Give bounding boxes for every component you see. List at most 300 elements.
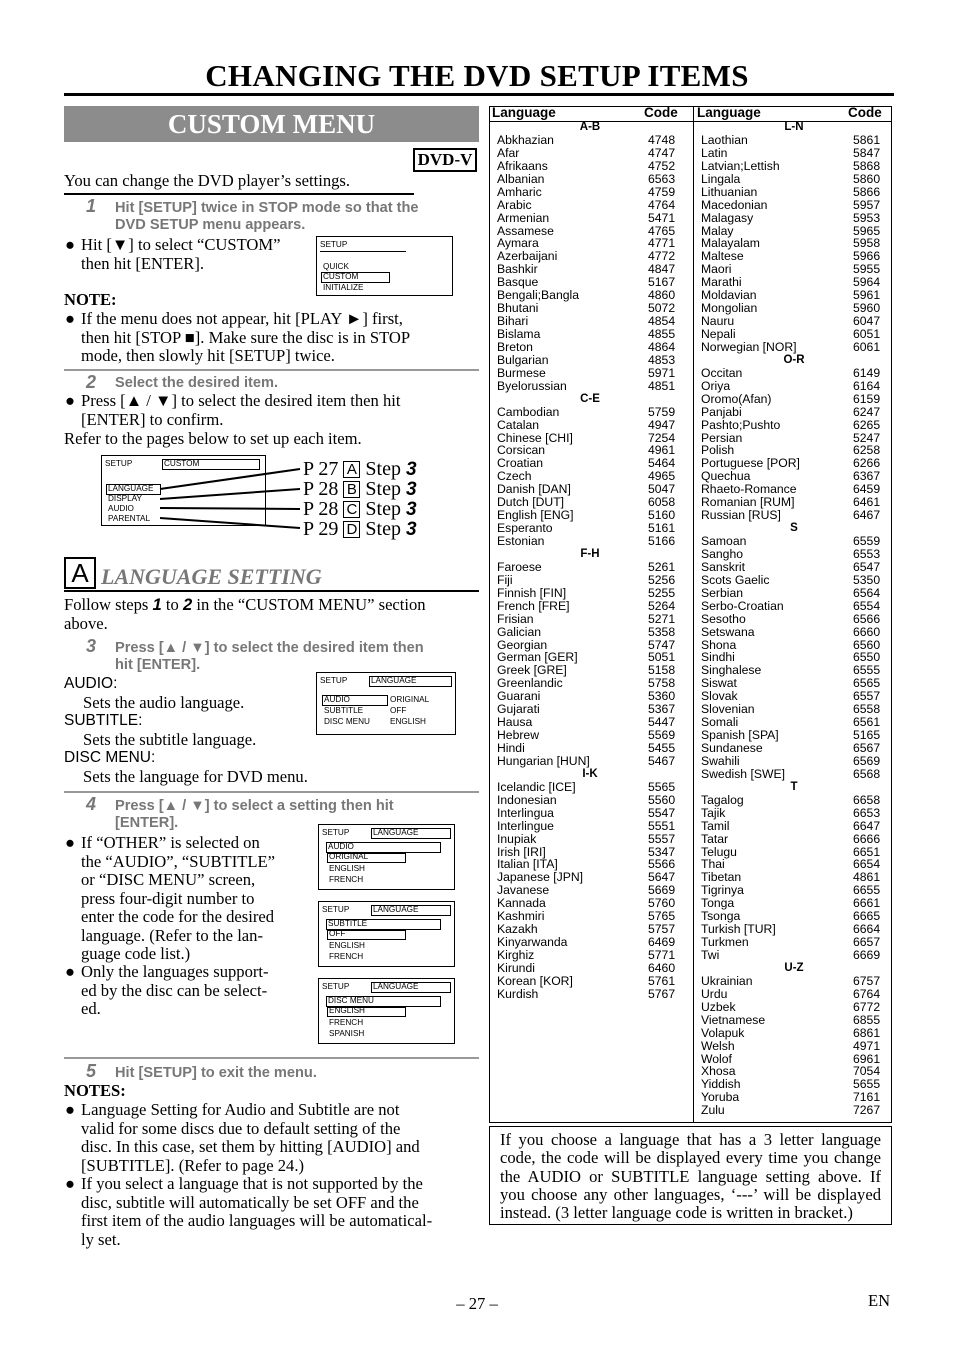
language-name: Laothian [701,132,748,147]
language-name: Sangho [701,546,744,561]
language-code: 5965 [853,223,881,238]
language-code: 5771 [648,948,676,962]
language-name: Romanian [RUM] [701,495,795,510]
language-name: Azerbaijani [497,249,558,264]
language-name: Latvian;Lettish [701,158,780,173]
language-code: 6855 [853,1012,881,1027]
language-code: 5760 [648,896,676,911]
language-code: 4765 [648,223,676,238]
language-name: French [FRE] [497,598,570,613]
language-code: 5166 [648,534,676,548]
language-name: Kazakh [497,922,538,937]
page-ref-a: P 27 A Step 3 [303,458,417,480]
language-name: Aymara [497,236,539,251]
language-code-row [701,600,887,613]
language-code: 6164 [853,378,881,393]
language-name: Sesotho [701,611,746,626]
language-name: Vietnamese [701,1012,766,1027]
language-name: Slovak [701,689,738,704]
language-code-row [497,341,683,354]
language-name: Tajik [701,805,726,820]
language-code: 6467 [853,508,881,523]
language-code: 5868 [853,158,881,173]
language-code: 6563 [648,171,676,186]
language-name: Oriya [701,378,731,393]
language-code-row [497,328,683,341]
language-code: 5765 [648,909,676,924]
language-name: Abkhazian [497,132,554,147]
language-name: Polish [701,443,735,458]
language-code-row [701,833,887,846]
code-note: If you choose a language that has a 3 letter language code, the code will be displayed every time you change the AUDIO or SUBTITLE language setting above. If you choose any other languages, ‘---’ will be displayed instead. (3 letter language code is written in bracket.) [489,1126,892,1225]
intro-rule [64,193,414,195]
language-name: Yiddish [701,1077,741,1092]
language-code-row [701,626,887,639]
language-code-row [497,199,683,212]
language-code: 5566 [648,857,676,872]
language-code: 6564 [853,585,881,600]
arrow-display [160,489,300,499]
language-name: Basque [497,275,539,290]
language-code: 6558 [853,702,881,717]
language-code-row [701,509,887,522]
language-name: Albanian [497,171,545,186]
language-name: Turkmen [701,935,749,950]
language-code: 5161 [648,521,676,536]
language-code-row [497,626,683,639]
language-name: Pashto;Pushto [701,417,781,432]
language-code-row [701,1040,887,1053]
language-name: Malayalam [701,236,760,251]
language-code-row [497,574,683,587]
language-name: Wolof [701,1051,732,1066]
language-name: Spanish [SPA] [701,728,779,743]
language-code-row [497,147,683,160]
language-code: 4971 [853,1038,881,1053]
dvd-v-badge: DVD-V [413,148,477,172]
language-code: 6047 [853,314,881,329]
language-name: German [GER] [497,650,578,665]
language-name: Hebrew [497,728,539,743]
language-code: 6647 [853,818,881,833]
language-code-row [497,988,683,1001]
language-code: 6559 [853,534,881,548]
language-code: 7054 [853,1064,881,1079]
step-1-number: 1 [86,196,97,216]
follow-steps-text: Follow steps 1 to 2 in the “CUSTOM MENU” section above. [64,595,426,633]
language-name: Telugu [701,844,737,859]
page-ref-arrows [150,460,310,530]
language-name: Twi [701,948,720,962]
language-code: 5866 [853,184,881,199]
language-code: 5467 [648,753,676,768]
language-name: Kirghiz [497,948,535,962]
language-code: 5560 [648,792,676,807]
language-code: 5757 [648,922,676,937]
language-code-row [701,1027,887,1040]
language-code: 6669 [853,948,881,962]
language-code-row [497,380,683,393]
language-code-row [701,367,887,380]
language-name: Ukrainian [701,973,753,988]
step-4-text: Press [▲ / ▼] to select a setting then hit [ENTER]. [115,798,394,831]
language-name: Guarani [497,689,541,704]
language-code-row [701,393,887,406]
section-rule [64,590,479,592]
language-name: Oromo(Afan) [701,391,772,406]
code-header-code-left: Code [644,105,678,120]
language-code: 5758 [648,676,676,691]
language-name: Croatian [497,456,544,471]
language-code: 6554 [853,598,881,613]
language-code: 5160 [648,508,676,523]
language-code: 5072 [648,301,676,316]
language-name: Panjabi [701,404,742,419]
code-section-header: O-R [783,353,805,366]
step-2-refer: Refer to the pages below to set up each item. [64,429,362,448]
language-name: Urdu [701,986,728,1001]
language-name: Assamese [497,223,554,238]
language-code: 4861 [853,870,881,885]
language-code: 6557 [853,689,881,704]
step-4-rule [64,791,479,793]
language-code-row [701,328,887,341]
language-name: Japanese [JPN] [497,870,584,885]
language-code: 6461 [853,495,881,510]
language-code-row [701,173,887,186]
language-name: Russian [RUS] [701,508,781,523]
language-code: 6772 [853,999,881,1014]
language-name: Indonesian [497,792,557,807]
language-code-row [701,341,887,354]
language-code: 4864 [648,339,676,354]
language-code: 4947 [648,417,676,432]
language-name: Breton [497,339,533,354]
language-code-row [497,160,683,173]
language-code: 5247 [853,430,881,445]
language-tag: EN [868,1291,891,1310]
language-code-row [497,600,683,613]
audio-options-screen: SETUP LANGUAGE AUDIO ORIGINAL ENGLISH FRENCH [318,824,455,890]
language-code-row [497,561,683,574]
language-code-row [701,587,887,600]
code-section-header: I-K [582,767,598,780]
language-name: Lithuanian [701,184,758,199]
language-code: 7254 [648,430,676,445]
language-name: Samoan [701,534,747,548]
language-code: 5861 [853,132,881,147]
language-code: 5271 [648,611,676,626]
language-code: 6661 [853,896,881,911]
language-code: 4847 [648,262,676,277]
language-code: 5347 [648,844,676,859]
language-name: Shona [701,637,737,652]
language-code: 5761 [648,973,676,988]
language-code: 5647 [648,870,676,885]
language-code: 5961 [853,288,881,303]
language-name: English [ENG] [497,508,574,523]
language-name: Kirundi [497,960,535,975]
language-code: 4747 [648,145,676,160]
language-code: 6265 [853,417,881,432]
language-name: Rhaeto-Romance [701,482,797,497]
language-code-row [701,949,887,962]
language-name: Sundanese [701,741,763,755]
code-table-divider [693,107,694,1122]
language-code: 6247 [853,404,881,419]
step-3-number: 3 [86,636,97,656]
language-code-row [701,186,887,199]
language-code: 6159 [853,391,881,406]
language-name: Bihari [497,314,529,329]
language-code: 5264 [648,598,676,613]
language-code: 5471 [648,210,676,225]
language-code: 6565 [853,676,881,691]
language-name: Macedonian [701,197,768,212]
language-code: 5964 [853,275,881,290]
language-code: 6560 [853,637,881,652]
language-code: 7267 [853,1103,881,1118]
language-code-row [701,548,887,561]
language-name: Volapuk [701,1025,745,1040]
language-code: 5557 [648,831,676,846]
language-code-row [701,380,887,393]
page-ref-b: P 28 B Step 3 [303,478,417,500]
disc-menu-desc: Sets the language for DVD menu. [83,767,308,786]
language-code-row [497,173,683,186]
language-code: 6051 [853,327,881,341]
language-code-row [497,794,683,807]
section-letter-a: A [64,557,96,589]
arrow-audio [160,508,300,509]
language-name: Corsican [497,443,546,458]
step-3-text: Press [▲ / ▼] to select the desired item then hit [ENTER]. [115,640,424,673]
language-code: 6469 [648,935,676,950]
subtitle-desc: Sets the subtitle language. [83,730,257,749]
section-title: LANGUAGE SETTING [101,564,322,589]
language-code: 5747 [648,637,676,652]
language-name: Bengali;Bangla [497,288,579,303]
language-code-row [701,988,887,1001]
language-name: Tigrinya [701,883,744,898]
title-rule [64,93,894,96]
language-code: 5669 [648,883,676,898]
language-name: Amharic [497,184,542,199]
language-name: Kashmiri [497,909,545,924]
language-code: 5955 [853,262,881,277]
audio-term: AUDIO: [64,675,118,692]
language-code-row [701,147,887,160]
language-name: Faroese [497,559,542,574]
code-section-header: C-E [580,392,600,405]
intro-text: You can change the DVD player’s settings. [64,171,351,190]
code-section-header: L-N [784,121,804,133]
language-name: Moldavian [701,288,757,303]
language-code: 7161 [853,1090,881,1105]
language-name: Xhosa [701,1064,736,1079]
step-5-rule [64,1057,479,1059]
language-name: Byelorussian [497,378,567,393]
subtitle-options-screen: SETUP LANGUAGE SUBTITLE OFF ENGLISH FRENCH [318,901,455,967]
language-code: 5957 [853,197,881,212]
language-code: 6459 [853,482,881,497]
language-name: Setswana [701,624,755,639]
language-code-row [497,975,683,988]
language-name: Greenlandic [497,676,563,691]
language-code: 5255 [648,585,676,600]
language-code: 6653 [853,805,881,820]
language-name: Inupiak [497,831,537,846]
language-name: Maori [701,262,732,277]
language-code: 5960 [853,301,881,316]
language-code-row [497,755,683,768]
language-code: 4851 [648,378,676,393]
language-code: 6665 [853,909,881,924]
language-name: Serbo-Croatian [701,598,784,613]
language-name: Serbian [701,585,744,600]
language-code: 5547 [648,805,676,820]
disc-menu-options-screen: SETUP LANGUAGE DISC MENU ENGLISH FRENCH SPANISH [318,978,455,1044]
language-code-row [701,561,887,574]
language-name: Greek [GRE] [497,663,567,678]
language-name: Kinyarwanda [497,935,568,950]
step-5-text: Hit [SETUP] to exit the menu. [115,1065,317,1081]
language-code-row [497,820,683,833]
language-name: Irish [IRI] [497,844,546,859]
language-code-row [701,794,887,807]
language-name: Catalan [497,417,540,432]
step-5-number: 5 [86,1061,97,1081]
language-code: 6567 [853,741,881,755]
language-name: Norwegian [NOR] [701,339,797,354]
step-2-text: Select the desired item. [115,375,279,391]
language-code-row [701,768,887,781]
language-code-row [701,1104,887,1117]
language-code: 5350 [853,572,881,587]
language-name: Burmese [497,365,546,380]
language-name: Bulgarian [497,352,549,367]
language-name: Tibetan [701,870,742,885]
language-code: 6666 [853,831,881,846]
language-code-row [497,742,683,755]
language-code: 6553 [853,546,881,561]
language-code: 5847 [853,145,881,160]
language-code: 5165 [853,728,881,743]
subtitle-term: SUBTITLE: [64,712,143,729]
language-name: Malagasy [701,210,754,225]
language-name: Javanese [497,883,550,898]
language-name: Dutch [DUT] [497,495,565,510]
language-code-row [497,212,683,225]
step-4-number: 4 [86,794,97,814]
arrow-language [160,469,300,489]
language-name: Kannada [497,896,546,911]
language-code: 6566 [853,611,881,626]
language-name: Hungarian [HUN] [497,753,590,768]
language-name: Interlingue [497,818,554,833]
language-code: 4855 [648,327,676,341]
custom-screen-menu: SETUP CUSTOM LANGUAGE DISPLAY AUDIO PARENTAL [101,455,266,526]
language-code: 4764 [648,197,676,212]
language-code: 5261 [648,559,676,574]
language-name: Scots Gaelic [701,572,770,587]
language-code: 4854 [648,314,676,329]
step-2-rule [64,369,479,371]
language-code-row [497,962,683,975]
language-code-row [497,587,683,600]
language-name: Bashkir [497,262,538,277]
language-code: 6658 [853,792,881,807]
arrow-parental [160,518,300,528]
page-title: CHANGING THE DVD SETUP ITEMS [205,58,749,93]
language-code-row [497,186,683,199]
language-code-row [497,535,683,548]
language-code: 5569 [648,728,676,743]
step-2-number: 2 [86,372,97,392]
disc-menu-term: DISC MENU: [64,749,156,766]
language-code-row [701,975,887,988]
language-code: 5051 [648,650,676,665]
language-name: Slovenian [701,702,755,717]
language-name: Georgian [497,637,548,652]
language-code: 5655 [853,1077,881,1092]
language-name: Tatar [701,831,729,846]
language-name: Esperanto [497,521,553,536]
language-name: Tagalog [701,792,744,807]
language-code: 5455 [648,741,676,755]
language-code: 5551 [648,818,676,833]
language-name: Portuguese [POR] [701,456,800,471]
language-name: Icelandic [ICE] [497,779,576,794]
language-code: 4752 [648,158,676,173]
language-code: 4772 [648,249,676,264]
language-code-row [497,354,683,367]
language-code: 5759 [648,404,676,419]
language-name: Danish [DAN] [497,482,571,497]
code-header-code-right: Code [848,105,882,120]
page-ref-c: P 28 C Step 3 [303,498,417,520]
language-name: Occitan [701,365,743,380]
setup-screen-menu: SETUP QUICK CUSTOM INITIALIZE [316,236,453,296]
language-name: Finnish [FIN] [497,585,567,600]
language-name: Armenian [497,210,550,225]
language-code-row [701,807,887,820]
language-code: 6266 [853,456,881,471]
language-name: Persian [701,430,743,445]
language-code-row [497,134,683,147]
language-code-row [701,212,887,225]
language-code-row [701,160,887,173]
language-code: 6664 [853,922,881,937]
language-name: Yoruba [701,1090,740,1105]
language-code: 6654 [853,857,881,872]
language-code-row [701,742,887,755]
language-name: Hindi [497,741,525,755]
language-name: Bhutani [497,301,539,316]
language-name: Quechua [701,469,751,484]
language-code-row [497,419,683,432]
language-code-row [701,1001,887,1014]
language-code-row [497,949,683,962]
language-code-row [701,574,887,587]
language-name: Afrikaans [497,158,548,173]
language-code-row [701,134,887,147]
language-name: Thai [701,857,725,872]
language-name: Czech [497,469,532,484]
language-code: 5565 [648,779,676,794]
language-code: 5966 [853,249,881,264]
language-name: Chinese [CHI] [497,430,573,445]
